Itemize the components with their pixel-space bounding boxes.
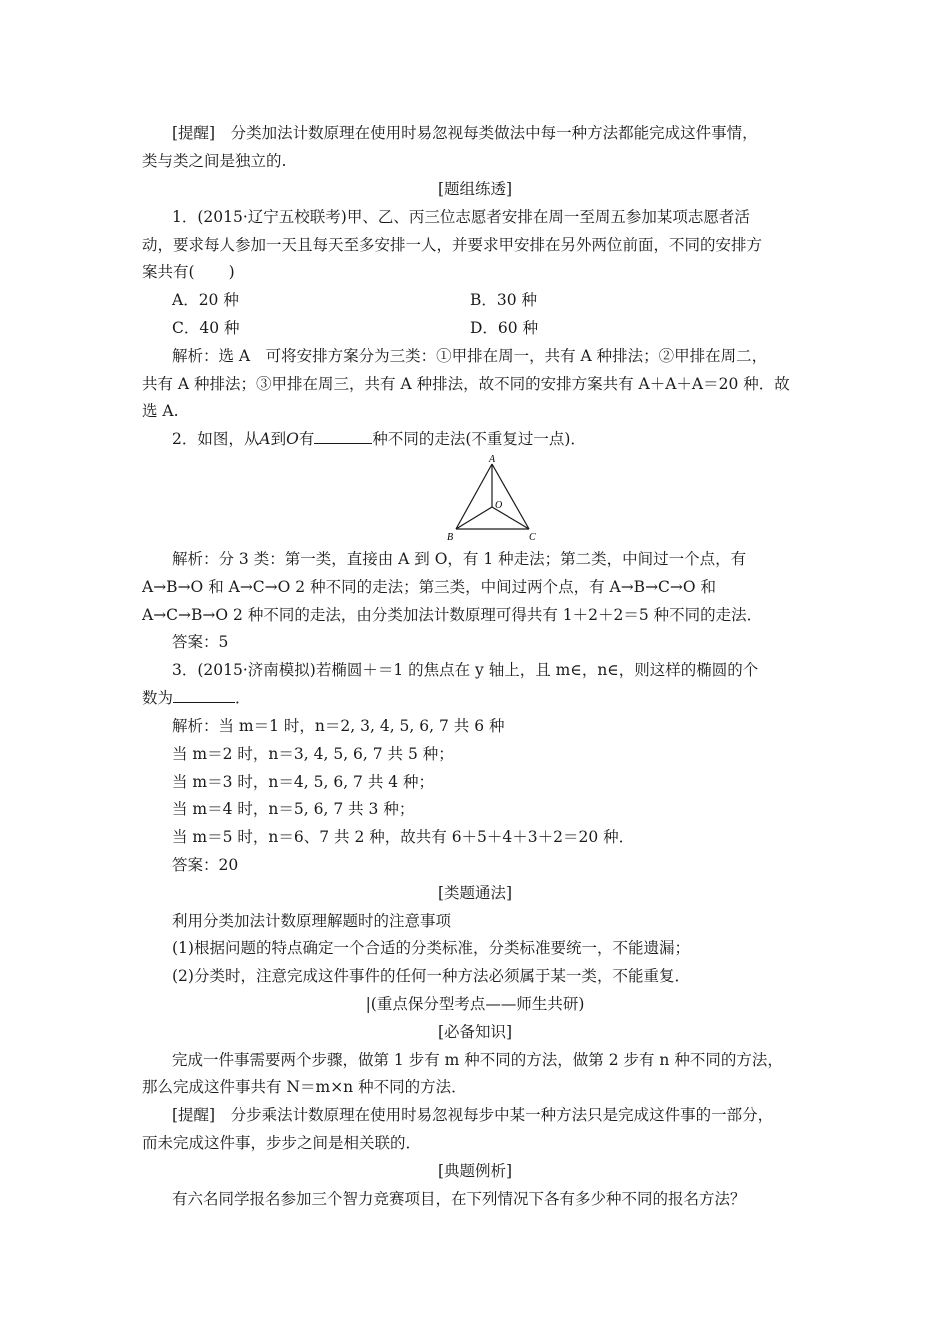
general-item-1: (1)根据问题的特点确定一个合适的分类标准，分类标准要统一，不能遗漏； <box>172 939 690 957</box>
q2-solution-line1: 解析：分 3 类：第一类，直接由 A 到 O，有 1 种走法；第二类，中间过一个点，有 <box>172 550 747 568</box>
q2-suffix: 种不同的走法(不重复过一点)． <box>372 430 586 448</box>
general-item-2: (2)分类时，注意完成这件事件的任何一种方法必须属于某一类，不能重复． <box>172 967 690 985</box>
q1-line3 <box>142 261 812 283</box>
label-c: C <box>529 532 536 542</box>
q2-answer: 答案：5 <box>172 633 229 651</box>
heading-knowledge: [必备知识] <box>437 1023 513 1041</box>
q3-solution-line1: 解析：当 m＝1 时，n＝2, 3, 4, 5, 6, 7 共 6 种 <box>172 717 505 735</box>
q1-line2: 动，要求每人参加一天且每天至多安排一人，并要求甲安排在另外两位前面，不同的安排方 <box>142 236 763 254</box>
q1-line3-text: 案共有( <box>142 263 195 281</box>
edge-ab <box>456 464 492 529</box>
q3-line2-text: 数为 <box>142 689 174 707</box>
q2-prefix: 2．如图，从 <box>172 430 260 448</box>
q3-answer-blank <box>173 687 235 703</box>
heading-example: [典题例析] <box>437 1162 513 1180</box>
q2-line1 <box>172 428 842 450</box>
q1-solution-line1: 解析：选 A 可将安排方案分为三类：①甲排在周一，共有 A 种排法；②甲排在周二， <box>172 347 768 365</box>
label-o: O <box>495 500 503 511</box>
edge-ac <box>492 464 529 529</box>
tip1-line1 <box>172 122 842 144</box>
q1-line1: 1．(2015·辽宁五校联考)甲、乙、丙三位志愿者安排在周一至周五参加某项志愿者活 <box>172 208 750 226</box>
tip2-line1 <box>172 1104 842 1126</box>
general-title: 利用分类加法计数原理解题时的注意事项 <box>172 912 452 930</box>
q3-line2 <box>142 687 812 709</box>
tip2-tag: [提醒] <box>172 1106 216 1124</box>
q2-point-o: O <box>286 430 299 448</box>
q2-answer-blank <box>314 428 372 444</box>
label-b: B <box>447 532 454 542</box>
label-a: A <box>489 454 496 465</box>
q2-solution-line2: A→B→O 和 A→C→O 2 种不同的走法；第三类，中间过两个点，有 A→B→C→O 和 <box>142 578 717 596</box>
tip1-text: 分类加法计数原理在使用时易忽视每类做法中每一种方法都能完成这件事情， <box>230 124 758 142</box>
q1-option-a: A．20 种 <box>172 291 239 309</box>
q3-solution-line4: 当 m＝4 时，n＝5, 6, 7 共 3 种； <box>172 800 415 818</box>
q1-solution-line2: 共有 A 种排法；③甲排在周三，共有 A 种排法，故不同的安排方案共有 A＋A＋A＝20 种．故 <box>142 375 790 393</box>
knowledge-line2: 那么完成这件事共有 N＝m×n 种不同的方法． <box>142 1078 467 1096</box>
q1-line3-close: ) <box>228 263 235 281</box>
q1-option-d: D．60 种 <box>470 319 539 337</box>
q1-option-c: C．40 种 <box>172 319 240 337</box>
q2-you: 有 <box>298 430 315 448</box>
q2-to: 到 <box>270 430 287 448</box>
q3-solution-line3: 当 m＝3 时，n＝4, 5, 6, 7 共 4 种； <box>172 773 435 791</box>
tip2-line2: 而未完成这件事，步步之间是相关联的． <box>142 1134 422 1152</box>
heading-section: |(重点保分型考点——师生共研) <box>365 995 585 1013</box>
q3-solution-line5: 当 m＝5 时，n＝6、7 共 2 种，故共有 6＋5＋4＋3＋2＝20 种． <box>172 828 635 846</box>
q2-solution-line3: A→C→B→O 2 种不同的走法，由分类加法计数原理可得共有 1＋2＋2＝5 种不同的走法． <box>142 606 763 624</box>
q3-line2-end: ． <box>235 689 251 707</box>
tip1-tag: [提醒] <box>172 124 216 142</box>
triangle-figure <box>442 452 542 542</box>
tip1-line2: 类与类之间是独立的. <box>142 152 287 170</box>
q1-solution-line3: 选 A. <box>142 402 179 420</box>
q3-solution-line2: 当 m＝2 时，n＝3, 4, 5, 6, 7 共 5 种； <box>172 745 454 763</box>
q2-point-a: A <box>259 430 271 448</box>
edge-bo <box>456 507 492 529</box>
q1-option-b: B．30 种 <box>470 291 538 309</box>
q3-line1: 3．(2015·济南模拟)若椭圆＋＝1 的焦点在 y 轴上，且 m∈，n∈，则这样的椭圆的个 <box>172 661 759 679</box>
q3-answer: 答案：20 <box>172 856 239 874</box>
knowledge-line1: 完成一件事需要两个步骤，做第 1 步有 m 种不同的方法，做第 2 步有 n 种不同的方法， <box>172 1051 783 1069</box>
tip2-text: 分步乘法计数原理在使用时易忽视每步中某一种方法只是完成这件事的一部分， <box>230 1106 774 1124</box>
heading-general: [类题通法] <box>437 884 513 902</box>
heading-practice: [题组练透] <box>437 180 513 198</box>
example-text: 有六名同学报名参加三个智力竞赛项目，在下列情况下各有多少种不同的报名方法？ <box>172 1190 746 1208</box>
